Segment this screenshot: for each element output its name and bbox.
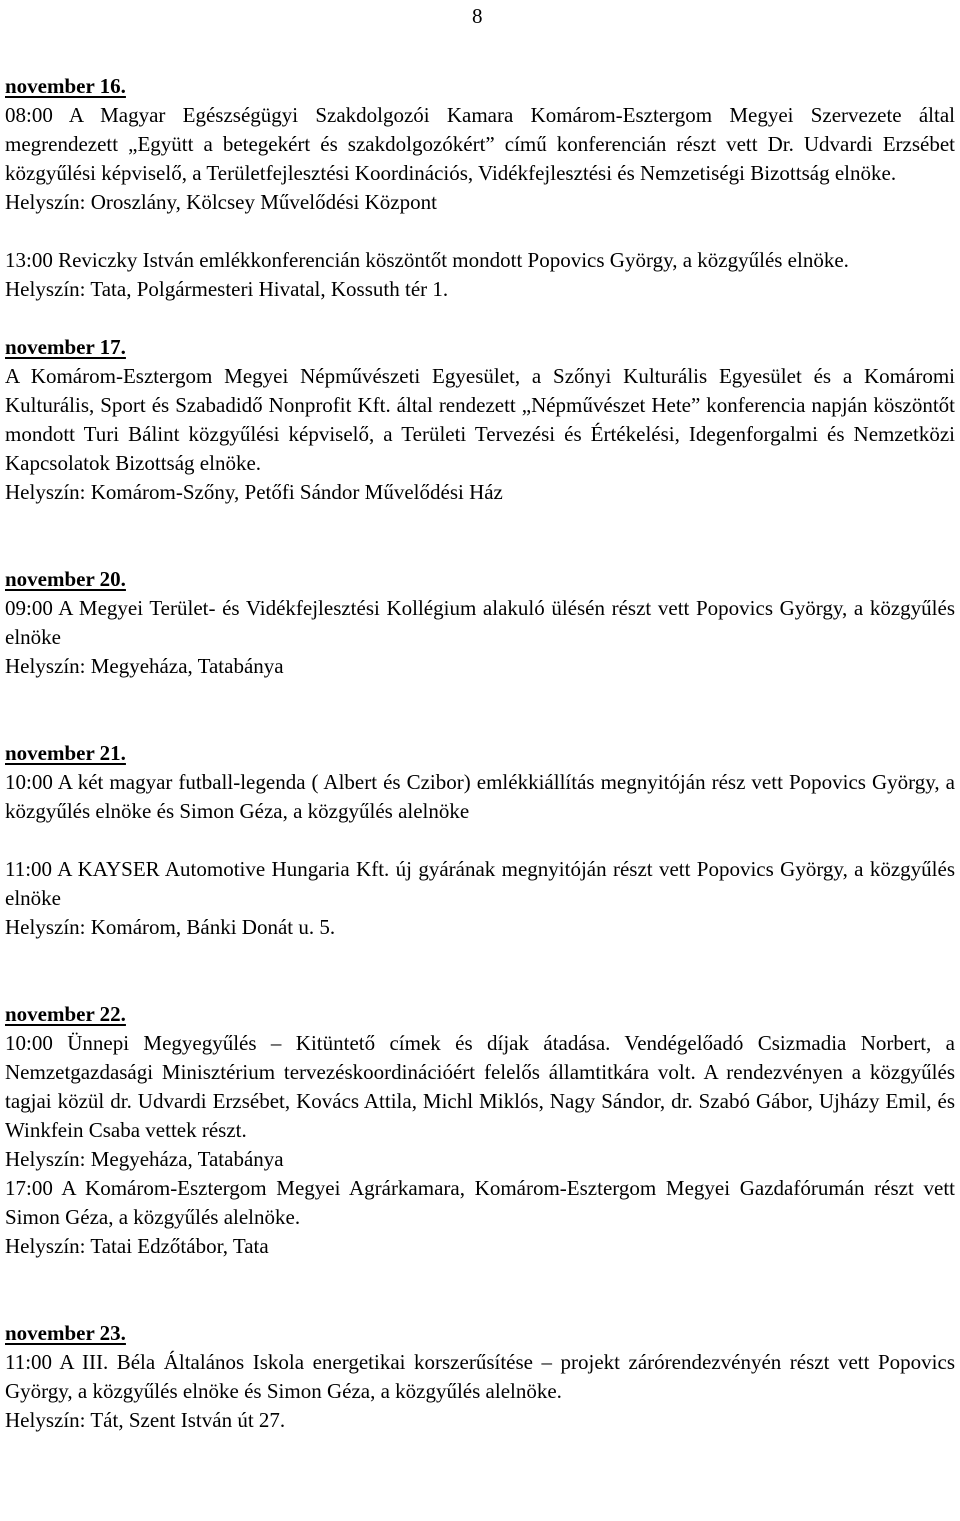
- page-number: 8: [472, 4, 483, 28]
- event-location: Helyszín: Oroszlány, Kölcsey Művelődési Központ: [5, 190, 437, 214]
- spacer: [5, 826, 955, 855]
- event-location: Helyszín: Tata, Polgármesteri Hivatal, Kossuth tér 1.: [5, 277, 449, 301]
- section-date: november 22.: [5, 1002, 126, 1026]
- day-section: [5, 1000, 955, 1261]
- day-section: [5, 1319, 955, 1435]
- spacer: [5, 507, 955, 565]
- event-text: 08:00 A Magyar Egészségügyi Szakdolgozói Kamara Komárom-Esztergom Megyei Szervezete által megrendezett „Együtt a betegekért és szakdolgozókért” című konferencián részt vett Dr. Udvardi Erzsébet közgyűlési képviselő, a Területfejlesztési Koordinációs, Vidékfejlesztési és Nemzetiségi Bizottság elnöke.: [5, 103, 955, 185]
- event-location: Helyszín: Megyeháza, Tatabánya: [5, 1147, 284, 1171]
- event-text: 11:00 A III. Béla Általános Iskola energetikai korszerűsítése – projekt zárórendezvényén részt vett Popovics György, a közgyűlés elnöke és Simon Géza, a közgyűlés alelnöke.: [5, 1350, 955, 1403]
- spacer: [5, 681, 955, 739]
- event-location: Helyszín: Tatai Edzőtábor, Tata: [5, 1234, 269, 1258]
- spacer: [5, 304, 955, 333]
- event-location: Helyszín: Megyeháza, Tatabánya: [5, 654, 284, 678]
- spacer: [5, 1261, 955, 1319]
- section-date: november 23.: [5, 1321, 126, 1345]
- event-location: Helyszín: Tát, Szent István út 27.: [5, 1408, 286, 1432]
- event-location: Helyszín: Komárom, Bánki Donát u. 5.: [5, 915, 336, 939]
- day-section: [5, 565, 955, 681]
- day-section: [5, 739, 955, 942]
- section-date: november 17.: [5, 335, 126, 359]
- day-section: [5, 72, 955, 304]
- event-text: 10:00 Ünnepi Megyegyűlés – Kitüntető címek és díjak átadása. Vendégelőadó Csizmadia Norbert, a Nemzetgazdasági Minisztérium tervezéskoordinációért felelős államtitkára volt. A rendezvényen a közgyűlés tagjai közül dr. Udvardi Erzsébet, Kovács Attila, Michl Miklós, Nagy Sándor, dr. Szabó Gábor, Ujházy Emil, és Winkfein Csaba vettek részt.: [5, 1031, 955, 1142]
- section-date: november 16.: [5, 74, 126, 98]
- day-section: [5, 333, 955, 507]
- section-date: november 21.: [5, 741, 126, 765]
- document-body: [5, 72, 955, 1435]
- event-text: 09:00 A Megyei Terület- és Vidékfejlesztési Kollégium alakuló ülésén részt vett Popovics György, a közgyűlés elnöke: [5, 596, 955, 649]
- event-text: 10:00 A két magyar futball-legenda ( Albert és Czibor) emlékkiállítás megnyitóján rész vett Popovics György, a közgyűlés elnöke és Simon Géza, a közgyűlés alelnöke: [5, 770, 955, 823]
- event-text: A Komárom-Esztergom Megyei Népművészeti Egyesület, a Szőnyi Kulturális Egyesület és a Komáromi Kulturális, Sport és Szabadidő Nonprofit Kft. által rendezett „Népművészet Hete” konferencia napján köszöntőt mondott Turi Bálint közgyűlési képviselő, a Területi Tervezési és Értékelési, Idegenforgalmi és Nemzetközi Kapcsolatok Bizottság elnöke.: [5, 364, 955, 475]
- event-location: Helyszín: Komárom-Szőny, Petőfi Sándor Művelődési Ház: [5, 480, 503, 504]
- section-date: november 20.: [5, 567, 126, 591]
- event-text: 17:00 A Komárom-Esztergom Megyei Agrárkamara, Komárom-Esztergom Megyei Gazdafórumán részt vett Simon Géza, a közgyűlés alelnöke.: [5, 1176, 955, 1229]
- event-text: 13:00 Reviczky István emlékkonferencián köszöntőt mondott Popovics György, a közgyűlés elnöke.: [5, 248, 849, 272]
- event-text: 11:00 A KAYSER Automotive Hungaria Kft. új gyárának megnyitóján részt vett Popovics György, a közgyűlés elnöke: [5, 857, 955, 910]
- spacer: [5, 217, 955, 246]
- spacer: [5, 942, 955, 1000]
